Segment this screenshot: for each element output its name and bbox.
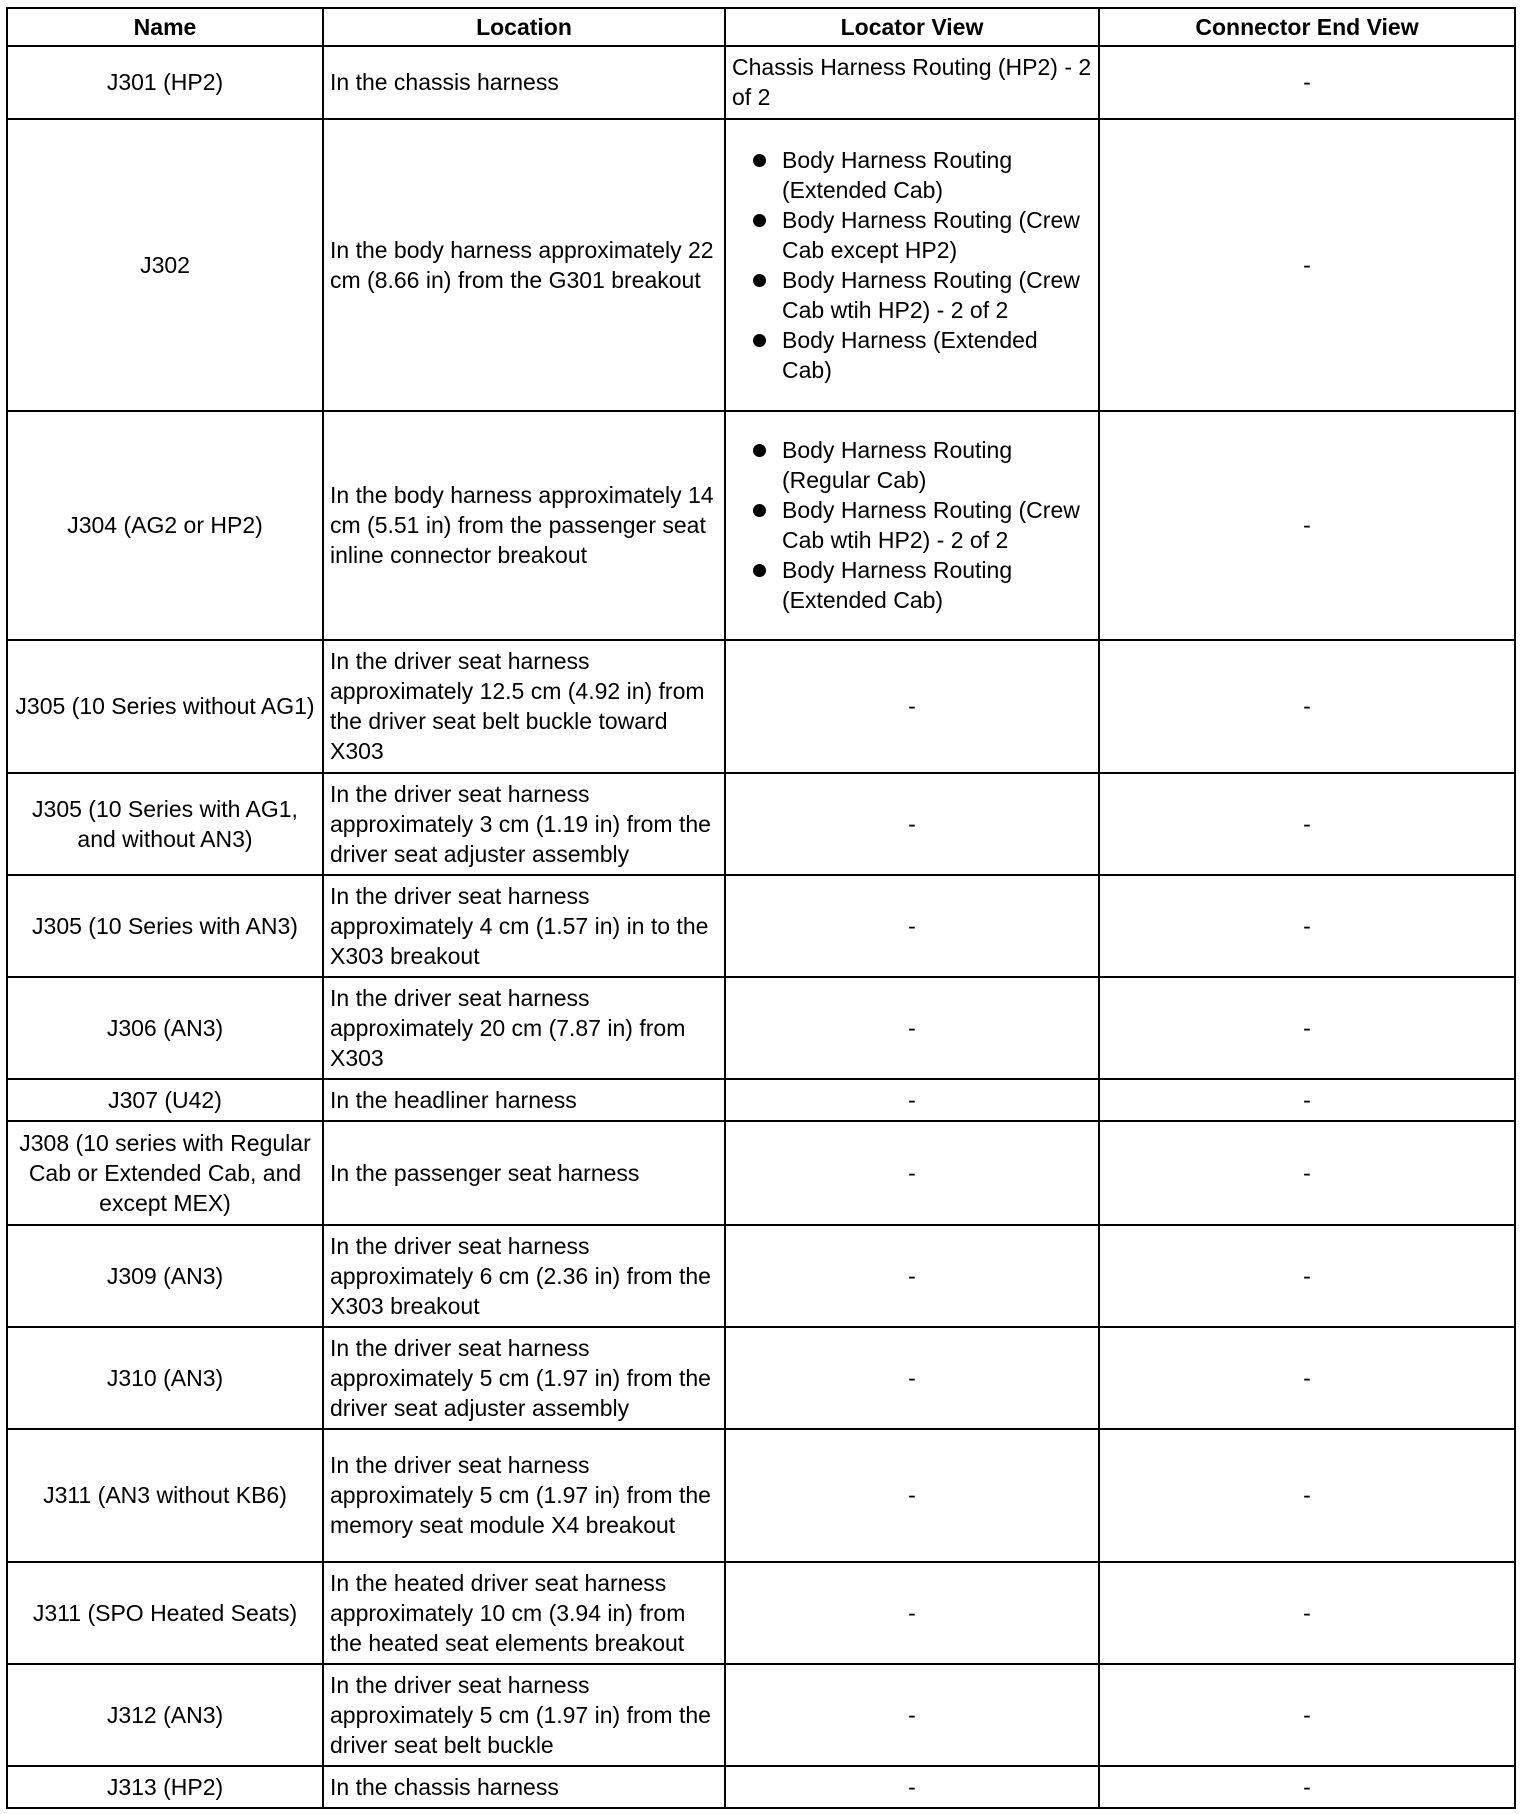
cell-name: J305 (10 Series without AG1) [7, 640, 323, 773]
locator-item: Body Harness Routing (Crew Cab except HP2) [732, 205, 1092, 265]
cell-name: J312 (AN3) [7, 1664, 323, 1766]
table-row [7, 411, 1515, 640]
cell-locator-view: - [725, 977, 1099, 1079]
table-row [7, 119, 1515, 411]
cell-name: J313 (HP2) [7, 1766, 323, 1808]
cell-name: J307 (U42) [7, 1079, 323, 1121]
cell-connector-end-view: - [1099, 875, 1515, 977]
cell-locator-view: - [725, 875, 1099, 977]
cell-connector-end-view: - [1099, 1664, 1515, 1766]
cell-location: In the driver seat harness approximately 3 cm (1.19 in) from the driver seat adjuster assembly [323, 773, 725, 875]
cell-location: In the chassis harness [323, 46, 725, 119]
table-row [7, 977, 1515, 1079]
cell-location: In the headliner harness [323, 1079, 725, 1121]
cell-connector-end-view: - [1099, 411, 1515, 640]
table-row [7, 1562, 1515, 1664]
table-row [7, 46, 1515, 119]
locator-item: Body Harness Routing (Extended Cab) [732, 555, 1092, 615]
table-row [7, 1664, 1515, 1766]
table-row [7, 773, 1515, 875]
splice-location-table [6, 7, 1516, 1809]
cell-location: In the driver seat harness approximately 4 cm (1.57 in) in to the X303 breakout [323, 875, 725, 977]
cell-locator-view: - [725, 1429, 1099, 1562]
cell-location: In the driver seat harness approximately 20 cm (7.87 in) from X303 [323, 977, 725, 1079]
locator-item: Body Harness Routing (Extended Cab) [732, 145, 1092, 205]
cell-connector-end-view: - [1099, 1079, 1515, 1121]
cell-location: In the heated driver seat harness approximately 10 cm (3.94 in) from the heated seat elements breakout [323, 1562, 725, 1664]
header-connector-end-view: Connector End View [1099, 8, 1515, 46]
cell-name: J306 (AN3) [7, 977, 323, 1079]
cell-connector-end-view: - [1099, 1225, 1515, 1327]
cell-location: In the driver seat harness approximately 6 cm (2.36 in) from the X303 breakout [323, 1225, 725, 1327]
cell-name: J304 (AG2 or HP2) [7, 411, 323, 640]
cell-connector-end-view: - [1099, 977, 1515, 1079]
header-row [7, 8, 1515, 46]
cell-connector-end-view: - [1099, 773, 1515, 875]
cell-location: In the driver seat harness approximately 5 cm (1.97 in) from the driver seat adjuster assembly [323, 1327, 725, 1429]
cell-locator-view: - [725, 1327, 1099, 1429]
cell-name: J305 (10 Series with AG1, and without AN3) [7, 773, 323, 875]
cell-connector-end-view: - [1099, 46, 1515, 119]
cell-connector-end-view: - [1099, 119, 1515, 411]
locator-item: Body Harness Routing (Crew Cab wtih HP2) - 2 of 2 [732, 495, 1092, 555]
cell-name: J302 [7, 119, 323, 411]
cell-name: J301 (HP2) [7, 46, 323, 119]
cell-locator-view: - [725, 1079, 1099, 1121]
cell-connector-end-view: - [1099, 1562, 1515, 1664]
cell-connector-end-view: - [1099, 1429, 1515, 1562]
table-row [7, 1121, 1515, 1225]
cell-location: In the driver seat harness approximately 5 cm (1.97 in) from the memory seat module X4 breakout [323, 1429, 725, 1562]
table-row [7, 1225, 1515, 1327]
cell-location: In the body harness approximately 14 cm (5.51 in) from the passenger seat inline connector breakout [323, 411, 725, 640]
cell-locator-view: - [725, 1766, 1099, 1808]
locator-list [732, 145, 1092, 385]
header-location: Location [323, 8, 725, 46]
cell-location: In the driver seat harness approximately 12.5 cm (4.92 in) from the driver seat belt buckle toward X303 [323, 640, 725, 773]
locator-list [732, 435, 1092, 615]
cell-name: J310 (AN3) [7, 1327, 323, 1429]
cell-location: In the passenger seat harness [323, 1121, 725, 1225]
table-row [7, 1327, 1515, 1429]
cell-locator-view: - [725, 1225, 1099, 1327]
cell-name: J311 (SPO Heated Seats) [7, 1562, 323, 1664]
cell-name: J309 (AN3) [7, 1225, 323, 1327]
cell-name: J308 (10 series with Regular Cab or Extended Cab, and except MEX) [7, 1121, 323, 1225]
table-row [7, 640, 1515, 773]
table-row [7, 875, 1515, 977]
cell-locator-view: - [725, 1121, 1099, 1225]
cell-connector-end-view: - [1099, 1766, 1515, 1808]
header-locator-view: Locator View [725, 8, 1099, 46]
cell-location: In the body harness approximately 22 cm (8.66 in) from the G301 breakout [323, 119, 725, 411]
cell-locator-view: - [725, 1562, 1099, 1664]
cell-locator-view [725, 119, 1099, 411]
locator-item: Body Harness (Extended Cab) [732, 325, 1092, 385]
cell-connector-end-view: - [1099, 1121, 1515, 1225]
table-row [7, 1079, 1515, 1121]
cell-locator-view: - [725, 1664, 1099, 1766]
cell-connector-end-view: - [1099, 1327, 1515, 1429]
locator-item: Body Harness Routing (Crew Cab wtih HP2) - 2 of 2 [732, 265, 1092, 325]
cell-locator-view: - [725, 773, 1099, 875]
cell-locator-view: - [725, 640, 1099, 773]
cell-location: In the driver seat harness approximately 5 cm (1.97 in) from the driver seat belt buckle [323, 1664, 725, 1766]
cell-location: In the chassis harness [323, 1766, 725, 1808]
cell-locator-view [725, 411, 1099, 640]
cell-name: J305 (10 Series with AN3) [7, 875, 323, 977]
cell-connector-end-view: - [1099, 640, 1515, 773]
cell-name: J311 (AN3 without KB6) [7, 1429, 323, 1562]
cell-locator-view: Chassis Harness Routing (HP2) - 2 of 2 [725, 46, 1099, 119]
header-name: Name [7, 8, 323, 46]
locator-item: Body Harness Routing (Regular Cab) [732, 435, 1092, 495]
table-row [7, 1766, 1515, 1808]
table-row [7, 1429, 1515, 1562]
